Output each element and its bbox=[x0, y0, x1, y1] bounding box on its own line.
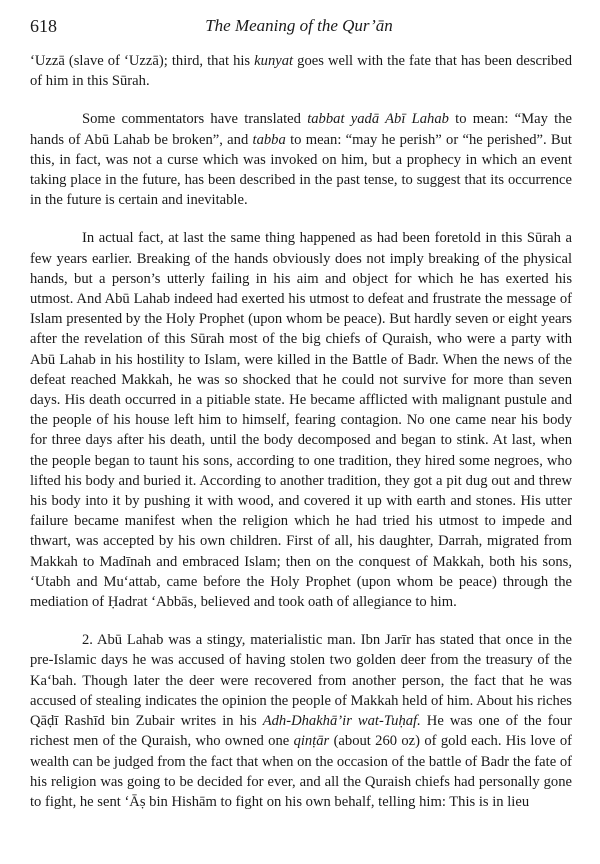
text-run: Some commentators have translated bbox=[82, 111, 308, 128]
running-title: The Meaning of the Qur’ān bbox=[205, 16, 393, 35]
paragraph-4 bbox=[30, 630, 572, 812]
paragraph-1 bbox=[30, 51, 572, 91]
paragraph-2 bbox=[30, 109, 572, 210]
text-run: goes well with the fate that has been described of him in this Sūrah. bbox=[30, 53, 572, 90]
text-run: He was one of the four richest men of the Quraish, who owned one bbox=[30, 713, 572, 750]
text-run: (about 260 oz) of gold each. His love of wealth can be judged from the fact that when on the occasion of the battle of Badr the fate of his religion was going to be decided for ever, and all the Quraish chiefs had personally gone to fight, he sent ‘Āṣ bin Hishām to fight on his own behalf, telling him: This is in lieu bbox=[30, 733, 572, 810]
text-run: In actual fact, at last the same thing happened as had been foretold in this Sūrah a few years earlier. Breaking of the hands obviously does not imply breaking of the physical hands, but a person’s utterly failing in his aim and object for which he has exerted his utmost. And Abū Lahab indeed had exerted his utmost to defeat and frustrate the message of Islam presented by the Holy Prophet (upon whom be peace). But hardly seven or eight years after the revelation of this Sūrah most of the big chiefs of Quraish, who were a party with Abū Lahab in his hostility to Islam, were killed in the Battle of Badr. When the news of the defeat reached Makkah, he was so shocked that he could not survive for more than seven days. His death occurred in a pitiable state. He became afflicted with malignant pustule and the people of his house left him to himself, fearing contagion. No one came near his body for three days after his death, until the body decomposed and began to stink. At last, when the people began to taunt his sons, according to one tradition, they hired some negroes, who lifted his body and buried it. According to another tradition, they got a pit dug out and threw his body into it by pushing it with wood, and covered it up with earth and stones. His utter failure became manifest when the religion which he had tried his utmost to impede and thwart, was accepted by his own children. First of all, his daughter, Darrah, migrated from Makkah to Madīnah and embraced Islam; then on the conquest of Makkah, both his sons, ‘Utabh and Mu‘attab, came before the Holy Prophet (upon whom be peace) through the mediation of Ḥadrat ‘Abbās, believed and took oath of allegiance to him. bbox=[30, 230, 572, 611]
italic-term: kunyat bbox=[254, 53, 294, 69]
italic-term: Adh-Dhakhā’ir wat-Tuḥaf. bbox=[262, 713, 421, 730]
italic-term: qinṭār bbox=[293, 733, 330, 750]
italic-term: tabbat yadā Abī Lahab bbox=[307, 111, 449, 128]
page-number: 618 bbox=[30, 16, 57, 36]
text-run: to mean: “may he perish” or “he perished”. But this, in fact, was not a curse which was invoked on him, but a prophecy in which an event taking place in the future, has been described in the past tense, to suggest that its occurrence in the future is certain and inevitable. bbox=[30, 131, 572, 209]
page-header bbox=[28, 14, 570, 40]
text-run: to mean: “May the hands of Abū Lahab be broken”, and bbox=[30, 111, 572, 148]
text-run: 2. Abū Lahab was a stingy, materialistic man. Ibn Jarīr has stated that once in the pre-Islamic days he was accused of having stolen two golden deer from the treasury of the Ka‘bah. Though later the deer were recovered from another person, the fact that he was accused of stealing indicates the opinion the people of Makkah held of him. About his riches Qāḍī Rashīd bin Zubair writes in his bbox=[30, 632, 572, 730]
italic-term: tabba bbox=[252, 131, 286, 148]
text-run: ‘Uzzā (slave of ‘Uzzā); third, that his bbox=[30, 53, 255, 69]
body-text bbox=[30, 51, 572, 812]
paragraph-3 bbox=[30, 228, 572, 612]
